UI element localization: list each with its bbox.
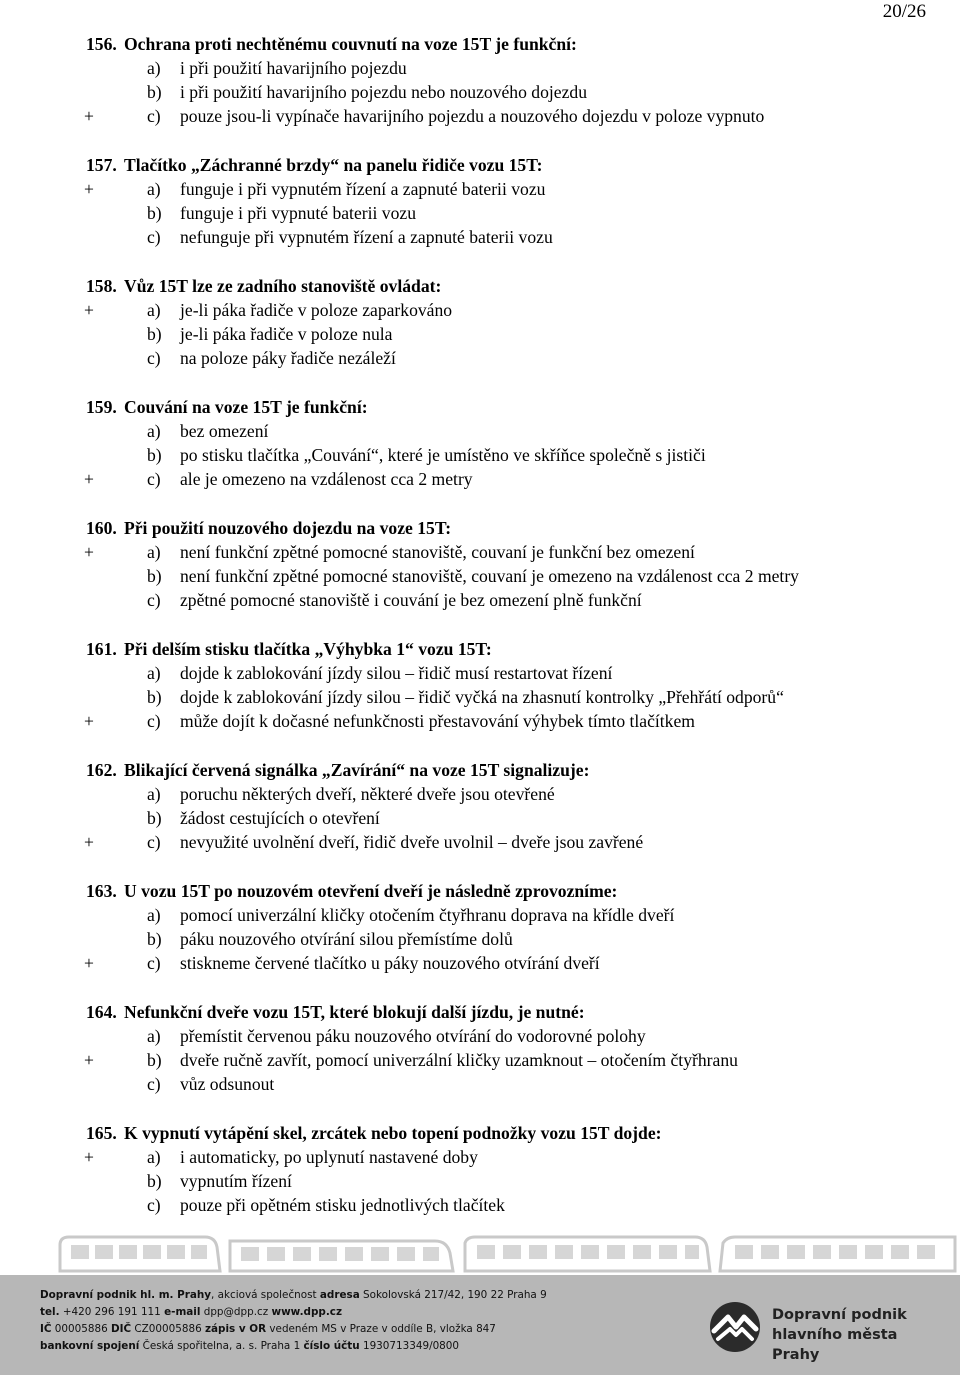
question-number: 164. xyxy=(86,1002,117,1022)
company-type: , akciová společnost xyxy=(211,1289,320,1301)
answer-text: i automaticky, po uplynutí nastavené doby xyxy=(180,1147,478,1167)
answer-letter: c) xyxy=(147,711,161,731)
answer-option xyxy=(0,201,960,225)
answer-letter: b) xyxy=(147,324,162,344)
company-footer xyxy=(0,1275,960,1375)
answer-letter: a) xyxy=(147,1026,161,1046)
answer-letter: a) xyxy=(147,58,161,78)
answer-option xyxy=(0,1169,960,1193)
answer-letter: c) xyxy=(147,469,161,489)
answer-text: není funkční zpětné pomocné stanoviště, couvaní je funkční bez omezení xyxy=(180,542,695,562)
question-text: K vypnutí vytápění skel, zrcátek nebo topení podnožky vozu 15T dojde: xyxy=(124,1123,662,1143)
address-value: Sokolovská 217/42, 190 22 Praha 9 xyxy=(359,1289,547,1301)
question-title xyxy=(0,879,960,903)
footer-line-contact xyxy=(40,1304,547,1321)
answer-letter: c) xyxy=(147,348,161,368)
answer-letter: b) xyxy=(147,445,162,465)
question-block xyxy=(0,879,960,975)
question-number: 157. xyxy=(86,155,117,175)
answer-text: poruchu některých dveří, některé dveře jsou otevřené xyxy=(180,784,555,804)
answer-letter: a) xyxy=(147,421,161,441)
tram-silhouettes-decoration xyxy=(55,1233,960,1275)
answer-option xyxy=(0,1193,960,1217)
question-title xyxy=(0,32,960,56)
question-block xyxy=(0,395,960,491)
question-text: Blikající červená signálka „Zavírání“ na voze 15T signalizuje: xyxy=(124,760,590,780)
answer-option xyxy=(0,1072,960,1096)
footer-line-company xyxy=(40,1287,547,1304)
correct-answer-mark: + xyxy=(84,469,94,489)
answer-letter: a) xyxy=(147,1147,161,1167)
footer-line-bank xyxy=(40,1338,547,1355)
answer-text: bez omezení xyxy=(180,421,269,441)
answer-option xyxy=(0,346,960,370)
answer-text: páku nouzového otvírání silou přemístíme dolů xyxy=(180,929,513,949)
answer-option xyxy=(0,467,960,491)
phone-label: tel. xyxy=(40,1306,60,1318)
answer-text: zpětné pomocné stanoviště i couvání je bez omezení plně funkční xyxy=(180,590,642,610)
dpp-logo xyxy=(706,1301,946,1363)
answer-letter: b) xyxy=(147,1050,162,1070)
answer-text: žádost cestujících o otevření xyxy=(180,808,380,828)
answer-option xyxy=(0,1024,960,1048)
answer-option xyxy=(0,806,960,830)
answer-letter: a) xyxy=(147,300,161,320)
account-label: číslo účtu xyxy=(303,1340,360,1352)
ic-label: IČ xyxy=(40,1323,52,1335)
logo-line-2: hlavního města Prahy xyxy=(772,1327,898,1363)
question-number: 165. xyxy=(86,1123,117,1143)
answer-option xyxy=(0,951,960,975)
answer-letter: b) xyxy=(147,203,162,223)
bank-value: Česká spořitelna, a. s. Praha 1 xyxy=(139,1340,304,1352)
answer-option xyxy=(0,1145,960,1169)
answer-option xyxy=(0,80,960,104)
question-text: Tlačítko „Záchranné brzdy“ na panelu řidiče vozu 15T: xyxy=(124,155,543,175)
answer-option xyxy=(0,177,960,201)
answer-text: je-li páka řadiče v poloze nula xyxy=(180,324,393,344)
question-title xyxy=(0,1000,960,1024)
answer-text: pouze při opětném stisku jednotlivých tlačítek xyxy=(180,1195,505,1215)
answer-letter: c) xyxy=(147,1195,161,1215)
answer-option xyxy=(0,588,960,612)
question-number: 162. xyxy=(86,760,117,780)
question-block xyxy=(0,758,960,854)
answer-option xyxy=(0,225,960,249)
answer-text: i při použití havarijního pojezdu nebo nouzového dojezdu xyxy=(180,82,587,102)
answer-option xyxy=(0,322,960,346)
answer-letter: a) xyxy=(147,905,161,925)
account-value: 1930713349/0800 xyxy=(359,1340,460,1352)
answer-letter: c) xyxy=(147,227,161,247)
footer-line-registration xyxy=(40,1321,547,1338)
answer-option xyxy=(0,661,960,685)
answer-option xyxy=(0,540,960,564)
answer-letter: a) xyxy=(147,784,161,804)
question-block xyxy=(0,637,960,733)
question-block xyxy=(0,516,960,612)
website-link[interactable]: www.dpp.cz xyxy=(271,1306,343,1318)
answer-letter: c) xyxy=(147,832,161,852)
ic-value: 00005886 xyxy=(51,1323,111,1335)
page-number: 20/26 xyxy=(882,1,926,22)
register-value: vedeném MS v Praze v oddíle B, vložka 847 xyxy=(266,1323,496,1335)
question-text: U vozu 15T po nouzovém otevření dveří je následně zprovozníme: xyxy=(124,881,618,901)
answer-text: není funkční zpětné pomocné stanoviště, couvaní je omezeno na vzdálenost cca 2 metry xyxy=(180,566,799,586)
company-name: Dopravní podnik hl. m. Prahy xyxy=(40,1289,212,1301)
answer-letter: b) xyxy=(147,929,162,949)
answer-letter: b) xyxy=(147,566,162,586)
register-label: zápis v OR xyxy=(205,1323,267,1335)
question-text: Při delším stisku tlačítka „Výhybka 1“ vozu 15T: xyxy=(124,639,492,659)
answer-letter: b) xyxy=(147,687,162,707)
question-title xyxy=(0,395,960,419)
question-list xyxy=(0,32,960,1242)
question-title xyxy=(0,516,960,540)
answer-option xyxy=(0,564,960,588)
correct-answer-mark: + xyxy=(84,953,94,973)
answer-text: pouze jsou-li vypínače havarijního pojezdu a nouzového dojezdu v poloze vypnuto xyxy=(180,106,765,126)
dic-label: DIČ xyxy=(111,1323,132,1335)
question-number: 160. xyxy=(86,518,117,538)
question-text: Couvání na voze 15T je funkční: xyxy=(124,397,368,417)
answer-text: vůz odsunout xyxy=(180,1074,275,1094)
question-number: 159. xyxy=(86,397,117,417)
answer-text: dojde k zablokování jízdy silou – řidič musí restartovat řízení xyxy=(180,663,613,683)
phone-value: +420 296 191 111 xyxy=(59,1306,165,1318)
answer-text: funguje i při vypnuté baterii vozu xyxy=(180,203,416,223)
answer-option xyxy=(0,56,960,80)
answer-option xyxy=(0,782,960,806)
answer-option xyxy=(0,685,960,709)
answer-option xyxy=(0,443,960,467)
question-title xyxy=(0,153,960,177)
answer-text: i při použití havarijního pojezdu xyxy=(180,58,407,78)
answer-text: může dojít k dočasné nefunkčnosti přestavování výhybek tímto tlačítkem xyxy=(180,711,695,731)
answer-text: nefunguje při vypnutém řízení a zapnuté baterii vozu xyxy=(180,227,553,247)
answer-option xyxy=(0,830,960,854)
answer-text: je-li páka řadiče v poloze zaparkováno xyxy=(180,300,453,320)
answer-option xyxy=(0,419,960,443)
correct-answer-mark: + xyxy=(84,542,94,562)
answer-letter: c) xyxy=(147,106,161,126)
bank-label: bankovní spojení xyxy=(40,1340,140,1352)
correct-answer-mark: + xyxy=(84,106,94,126)
answer-letter: a) xyxy=(147,179,161,199)
dpp-logo-icon xyxy=(706,1301,764,1353)
answer-letter: b) xyxy=(147,82,162,102)
answer-option xyxy=(0,298,960,322)
answer-letter: b) xyxy=(147,1171,162,1191)
answer-letter: c) xyxy=(147,1074,161,1094)
question-number: 156. xyxy=(86,34,117,54)
question-block xyxy=(0,1121,960,1217)
answer-text: dojde k zablokování jízdy silou – řidič vyčká na zhasnutí kontrolky „Přehřátí odporů“ xyxy=(180,687,784,707)
answer-option xyxy=(0,104,960,128)
answer-text: po stisku tlačítka „Couvání“, které je umístěno ve skříňce společně s jističi xyxy=(180,445,706,465)
answer-letter: b) xyxy=(147,808,162,828)
logo-line-1: Dopravní podnik xyxy=(772,1307,907,1323)
question-number: 163. xyxy=(86,881,117,901)
answer-letter: a) xyxy=(147,542,161,562)
correct-answer-mark: + xyxy=(84,711,94,731)
correct-answer-mark: + xyxy=(84,1147,94,1167)
question-number: 158. xyxy=(86,276,117,296)
answer-text: na poloze páky řadiče nezáleží xyxy=(180,348,396,368)
company-details xyxy=(40,1287,547,1355)
answer-letter: c) xyxy=(147,590,161,610)
answer-letter: c) xyxy=(147,953,161,973)
question-text: Vůz 15T lze ze zadního stanoviště ovládat: xyxy=(124,276,442,296)
question-number: 161. xyxy=(86,639,117,659)
question-block xyxy=(0,153,960,249)
question-text: Ochrana proti nechtěnému couvnutí na voze 15T je funkční: xyxy=(124,34,577,54)
answer-option xyxy=(0,1048,960,1072)
answer-text: ale je omezeno na vzdálenost cca 2 metry xyxy=(180,469,473,489)
answer-letter: a) xyxy=(147,663,161,683)
question-block xyxy=(0,32,960,128)
answer-option xyxy=(0,927,960,951)
question-title xyxy=(0,637,960,661)
logo-wordmark xyxy=(772,1305,946,1365)
question-title xyxy=(0,758,960,782)
correct-answer-mark: + xyxy=(84,179,94,199)
answer-text: funguje i při vypnutém řízení a zapnuté baterii vozu xyxy=(180,179,546,199)
email-label: e-mail xyxy=(164,1306,201,1318)
answer-text: pomocí univerzální kličky otočením čtyřhranu doprava na křídle dveří xyxy=(180,905,675,925)
correct-answer-mark: + xyxy=(84,1050,94,1070)
question-block xyxy=(0,1000,960,1096)
answer-text: přemístit červenou páku nouzového otvírání do vodorovné polohy xyxy=(180,1026,646,1046)
correct-answer-mark: + xyxy=(84,300,94,320)
question-title xyxy=(0,1121,960,1145)
question-text: Při použití nouzového dojezdu na voze 15T: xyxy=(124,518,452,538)
question-text: Nefunkční dveře vozu 15T, které blokují další jízdu, je nutné: xyxy=(124,1002,585,1022)
answer-text: vypnutím řízení xyxy=(180,1171,292,1191)
answer-text: dveře ručně zavřít, pomocí univerzální kličky uzamknout – otočením čtyřhranu xyxy=(180,1050,738,1070)
email-value: dpp@dpp.cz xyxy=(200,1306,272,1318)
answer-text: stiskneme červené tlačítko u páky nouzového otvírání dveří xyxy=(180,953,600,973)
question-block xyxy=(0,274,960,370)
question-title xyxy=(0,274,960,298)
address-label: adresa xyxy=(319,1289,360,1301)
answer-text: nevyužité uvolnění dveří, řidič dveře uvolnil – dveře jsou zavřené xyxy=(180,832,644,852)
answer-option xyxy=(0,903,960,927)
correct-answer-mark: + xyxy=(84,832,94,852)
answer-option xyxy=(0,709,960,733)
dic-value: CZ00005886 xyxy=(131,1323,205,1335)
